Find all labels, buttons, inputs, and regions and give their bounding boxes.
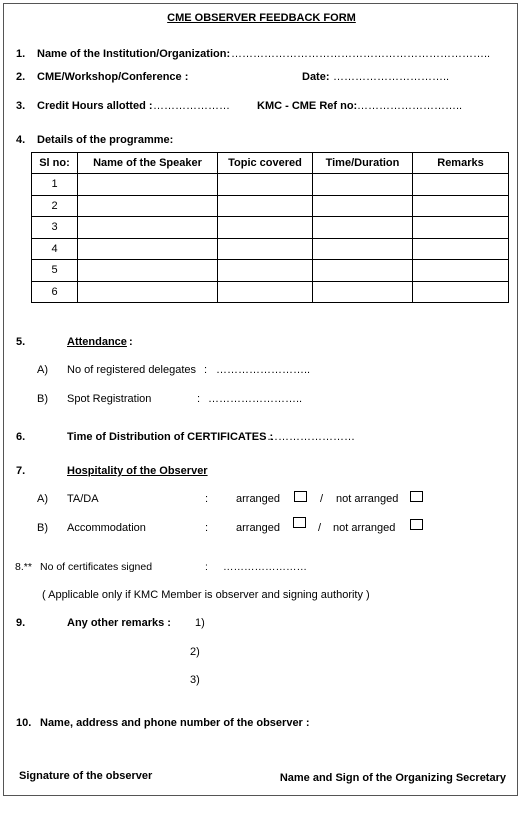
cme-ref-field[interactable]: ……………………….. <box>357 100 463 112</box>
registered-delegates-colon: : <box>204 364 208 376</box>
attendance-colon: : <box>129 336 133 348</box>
accommodation-not-arranged-label: not arranged <box>333 522 396 534</box>
col-header-topic: Topic covered <box>218 153 313 174</box>
speaker-cell[interactable] <box>78 195 218 217</box>
item-5-number: 5. <box>16 336 26 348</box>
date-field[interactable]: ………………………….. <box>333 71 450 83</box>
remark-1-number: 1) <box>195 617 205 629</box>
row-number: 4 <box>32 238 78 260</box>
cme-ref-label: KMC - CME Ref no: <box>257 100 358 112</box>
speaker-cell[interactable] <box>78 238 218 260</box>
row-number: 5 <box>32 260 78 282</box>
table-row <box>32 174 509 196</box>
hospitality-b-letter: B) <box>37 522 48 534</box>
topic-cell[interactable] <box>218 260 313 282</box>
accommodation-arranged-label: arranged <box>236 522 281 534</box>
item-2-number: 2. <box>16 71 26 83</box>
attendance-b-letter: B) <box>37 393 48 405</box>
programme-table <box>31 152 509 303</box>
observer-details-label: Name, address and phone number of the observer : <box>40 717 310 729</box>
speaker-cell[interactable] <box>78 260 218 282</box>
accommodation-label: Accommodation <box>67 522 146 534</box>
remarks-cell[interactable] <box>413 281 509 303</box>
table-row <box>32 238 509 260</box>
topic-cell[interactable] <box>218 281 313 303</box>
time-cell[interactable] <box>313 238 413 260</box>
spot-registration-label: Spot Registration <box>67 393 152 405</box>
item-7-number: 7. <box>16 465 26 477</box>
col-header-remarks: Remarks <box>413 153 509 174</box>
item-6-number: 6. <box>16 431 26 443</box>
table-row <box>32 281 509 303</box>
col-header-sl-no: Sl no: <box>32 153 78 174</box>
registered-delegates-label: No of registered delegates <box>67 364 197 376</box>
spot-registration-field[interactable]: …………………….. <box>208 393 303 405</box>
speaker-cell[interactable] <box>78 174 218 196</box>
ta-da-arranged-label: arranged <box>236 493 281 505</box>
programme-details-label: Details of the programme: <box>37 134 174 146</box>
attendance-heading: Attendance <box>67 336 127 348</box>
remarks-cell[interactable] <box>413 260 509 282</box>
certificates-signed-label: No of certificates signed <box>40 561 153 573</box>
organizing-secretary-signature-label: Name and Sign of the Organizing Secretary <box>279 772 506 784</box>
item-10-number: 10. <box>16 717 32 729</box>
certificate-time-field[interactable]: …………………… <box>267 431 355 443</box>
time-cell[interactable] <box>313 260 413 282</box>
registered-delegates-field[interactable]: …………………….. <box>216 364 311 376</box>
accommodation-colon: : <box>205 522 209 534</box>
hospitality-heading: Hospitality of the Observer <box>67 465 208 477</box>
certificates-signed-field[interactable]: …………………… <box>223 561 307 573</box>
time-cell[interactable] <box>313 281 413 303</box>
credit-hours-label: Credit Hours allotted : <box>37 100 153 112</box>
topic-cell[interactable] <box>218 238 313 260</box>
ta-da-slash: / <box>320 493 324 505</box>
accommodation-not-arranged-checkbox[interactable] <box>410 519 423 530</box>
table-row <box>32 260 509 282</box>
item-9-number: 9. <box>16 617 26 629</box>
hospitality-a-letter: A) <box>37 493 48 505</box>
ta-da-not-arranged-checkbox[interactable] <box>410 491 423 502</box>
observer-signature-label: Signature of the observer <box>19 770 153 782</box>
ta-da-not-arranged-label: not arranged <box>336 493 399 505</box>
speaker-cell[interactable] <box>78 281 218 303</box>
remark-3-number: 3) <box>190 674 200 686</box>
remarks-cell[interactable] <box>413 217 509 239</box>
row-number: 2 <box>32 195 78 217</box>
date-label: Date: <box>302 71 330 83</box>
kmc-member-note: ( Applicable only if KMC Member is observer and signing authority ) <box>42 589 370 601</box>
accommodation-slash: / <box>318 522 322 534</box>
col-header-time: Time/Duration <box>313 153 413 174</box>
ta-da-arranged-checkbox[interactable] <box>294 491 307 502</box>
time-cell[interactable] <box>313 195 413 217</box>
accommodation-arranged-checkbox[interactable] <box>293 517 306 528</box>
item-3-number: 3. <box>16 100 26 112</box>
form-title: CME OBSERVER FEEDBACK FORM <box>167 12 356 24</box>
remarks-cell[interactable] <box>413 174 509 196</box>
item-1-number: 1. <box>16 48 26 60</box>
time-cell[interactable] <box>313 174 413 196</box>
col-header-speaker: Name of the Speaker <box>78 153 218 174</box>
table-row <box>32 217 509 239</box>
ta-da-label: TA/DA <box>67 493 99 505</box>
event-type-label: CME/Workshop/Conference : <box>37 71 189 83</box>
ta-da-colon: : <box>205 493 209 505</box>
spot-registration-colon: : <box>197 393 201 405</box>
item-4-number: 4. <box>16 134 26 146</box>
table-row <box>32 195 509 217</box>
time-cell[interactable] <box>313 217 413 239</box>
attendance-a-letter: A) <box>37 364 48 376</box>
topic-cell[interactable] <box>218 195 313 217</box>
row-number: 1 <box>32 174 78 196</box>
item-8-number: 8.** <box>15 561 32 573</box>
certificate-time-label: Time of Distribution of CERTIFICATES : <box>67 431 274 443</box>
remarks-cell[interactable] <box>413 195 509 217</box>
certificates-signed-colon: : <box>205 561 208 573</box>
row-number: 6 <box>32 281 78 303</box>
topic-cell[interactable] <box>218 174 313 196</box>
institution-field[interactable]: …………………………………………………………….. <box>231 48 491 60</box>
remarks-cell[interactable] <box>413 238 509 260</box>
credit-hours-field[interactable]: ………………… <box>153 100 230 112</box>
speaker-cell[interactable] <box>78 217 218 239</box>
remark-2-number: 2) <box>190 646 200 658</box>
other-remarks-label: Any other remarks : <box>67 617 171 629</box>
institution-label: Name of the Institution/Organization: <box>37 48 231 60</box>
row-number: 3 <box>32 217 78 239</box>
topic-cell[interactable] <box>218 217 313 239</box>
